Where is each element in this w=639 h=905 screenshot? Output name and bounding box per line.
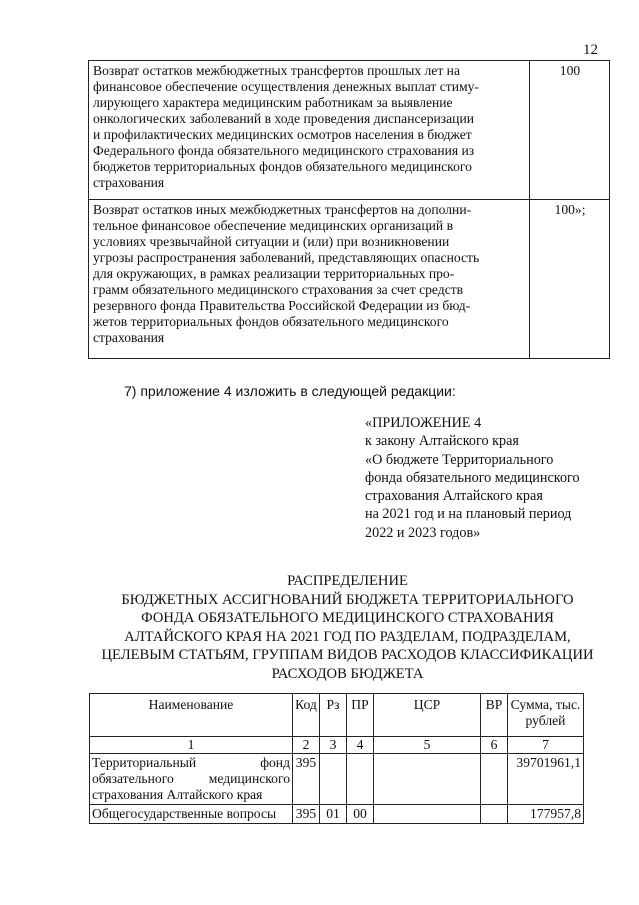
heading-line: РАСХОДОВ БЮДЖЕТА	[271, 665, 424, 682]
description-line: Возврат остатков межбюджетных трансфертов прошлых лет на	[93, 63, 460, 78]
heading-line: РАСПРЕДЕЛЕНИЕ	[287, 573, 408, 589]
appendix-header	[365, 414, 580, 542]
heading-line: ЦЕЛЕВЫМ СТАТЬЯМ, ГРУППАМ ВИДОВ РАСХОДОВ КЛАССИФИКАЦИИ	[101, 647, 594, 663]
description-line: онкологических заболеваний в ходе проведения диспансеризации	[93, 111, 475, 126]
column-number: 1	[90, 737, 293, 754]
description-line: лирующего характера медицинским работникам за выявление	[93, 95, 453, 110]
column-number: 2	[293, 737, 320, 754]
column-number: 3	[320, 737, 347, 754]
appendix-line: на 2021 год и на плановый период	[365, 506, 572, 523]
appendix-line: к закону Алтайского края	[365, 433, 519, 450]
description-line: бюджетов территориальных фондов обязательного медицинского	[93, 159, 472, 174]
row-rz: 01	[320, 805, 347, 824]
appendix-line: фонда обязательного медицинского	[365, 469, 580, 486]
table-header-row	[90, 694, 584, 737]
table-row	[90, 754, 584, 805]
description-line: жетов территориальных фондов обязательного медицинского	[93, 314, 449, 329]
returns-table	[88, 60, 610, 359]
document-heading	[88, 572, 607, 683]
column-number: 5	[374, 737, 481, 754]
description-line: финансовое обеспечение осуществления денежных выплат стиму-	[93, 79, 479, 94]
description-line: условиях чрезвычайной ситуации и (или) при возникновении	[93, 234, 450, 249]
row-sum: 39701961,1	[508, 754, 584, 805]
header-sum: Сумма, тыс. рублей	[508, 694, 584, 737]
row-rz	[320, 754, 347, 805]
column-number: 6	[481, 737, 508, 754]
row-sum: 177957,8	[508, 805, 584, 824]
row-value: 100	[530, 61, 610, 200]
description-line: страхования	[93, 175, 165, 190]
table-row	[90, 805, 584, 824]
description-line: для окружающих, в рамках реализации территориальных про-	[93, 266, 455, 281]
description-line: резервного фонда Правительства Российской Федерации из бюд-	[93, 298, 471, 313]
appendix-line: «ПРИЛОЖЕНИЕ 4	[365, 415, 482, 431]
description-line: страхования	[93, 330, 165, 345]
budget-table	[89, 693, 584, 824]
column-number: 4	[347, 737, 374, 754]
row-description	[89, 200, 530, 359]
column-number: 7	[508, 737, 584, 754]
appendix-line: страхования Алтайского края	[365, 488, 543, 505]
row-pr: 00	[347, 805, 374, 824]
row-pr	[347, 754, 374, 805]
row-name: Территориальный фонд обязательного медицинского страхования Алтайского края	[90, 754, 293, 805]
page-number: 12	[583, 42, 598, 58]
row-value: 100»;	[530, 200, 610, 359]
row-kod: 395	[293, 754, 320, 805]
row-name: Общегосударственные вопросы	[90, 805, 293, 824]
header-kod: Код	[293, 694, 320, 737]
description-line: Федерального фонда обязательного медицинского страхования из	[93, 143, 475, 158]
table-row	[89, 61, 610, 200]
description-line: Возврат остатков иных межбюджетных трансфертов на дополни-	[93, 202, 472, 217]
row-csr	[374, 805, 481, 824]
header-rz: Рз	[320, 694, 347, 737]
description-line: угрозы распространения заболеваний, представляющих опасность	[93, 250, 480, 265]
description-line: грамм обязательного медицинского страхования за счет средств	[93, 282, 464, 297]
header-name: Наименование	[90, 694, 293, 737]
header-pr: ПР	[347, 694, 374, 737]
row-vr	[481, 805, 508, 824]
row-vr	[481, 754, 508, 805]
appendix-line: «О бюджете Территориального	[365, 451, 554, 468]
appendix-line: 2022 и 2023 годов»	[365, 524, 481, 541]
description-line: и профилактических медицинских осмотров населения в бюджет	[93, 127, 472, 142]
table-row	[89, 200, 610, 359]
description-line: тельное финансовое обеспечение медицинских организаций в	[93, 218, 453, 233]
header-vr: ВР	[481, 694, 508, 737]
item-7-text: 7) приложение 4 изложить в следующей редакции:	[124, 383, 456, 399]
heading-line: БЮДЖЕТНЫХ АССИГНОВАНИЙ БЮДЖЕТА ТЕРРИТОРИАЛЬНОГО	[121, 591, 574, 608]
row-csr	[374, 754, 481, 805]
row-kod: 395	[293, 805, 320, 824]
column-number-row	[90, 737, 584, 754]
heading-line: ФОНДА ОБЯЗАТЕЛЬНОГО МЕДИЦИНСКОГО СТРАХОВАНИЯ	[141, 610, 554, 626]
header-csr: ЦСР	[374, 694, 481, 737]
heading-line: АЛТАЙСКОГО КРАЯ НА 2021 ГОД ПО РАЗДЕЛАМ, ПОДРАЗДЕЛАМ,	[124, 628, 571, 645]
row-description	[89, 61, 530, 200]
